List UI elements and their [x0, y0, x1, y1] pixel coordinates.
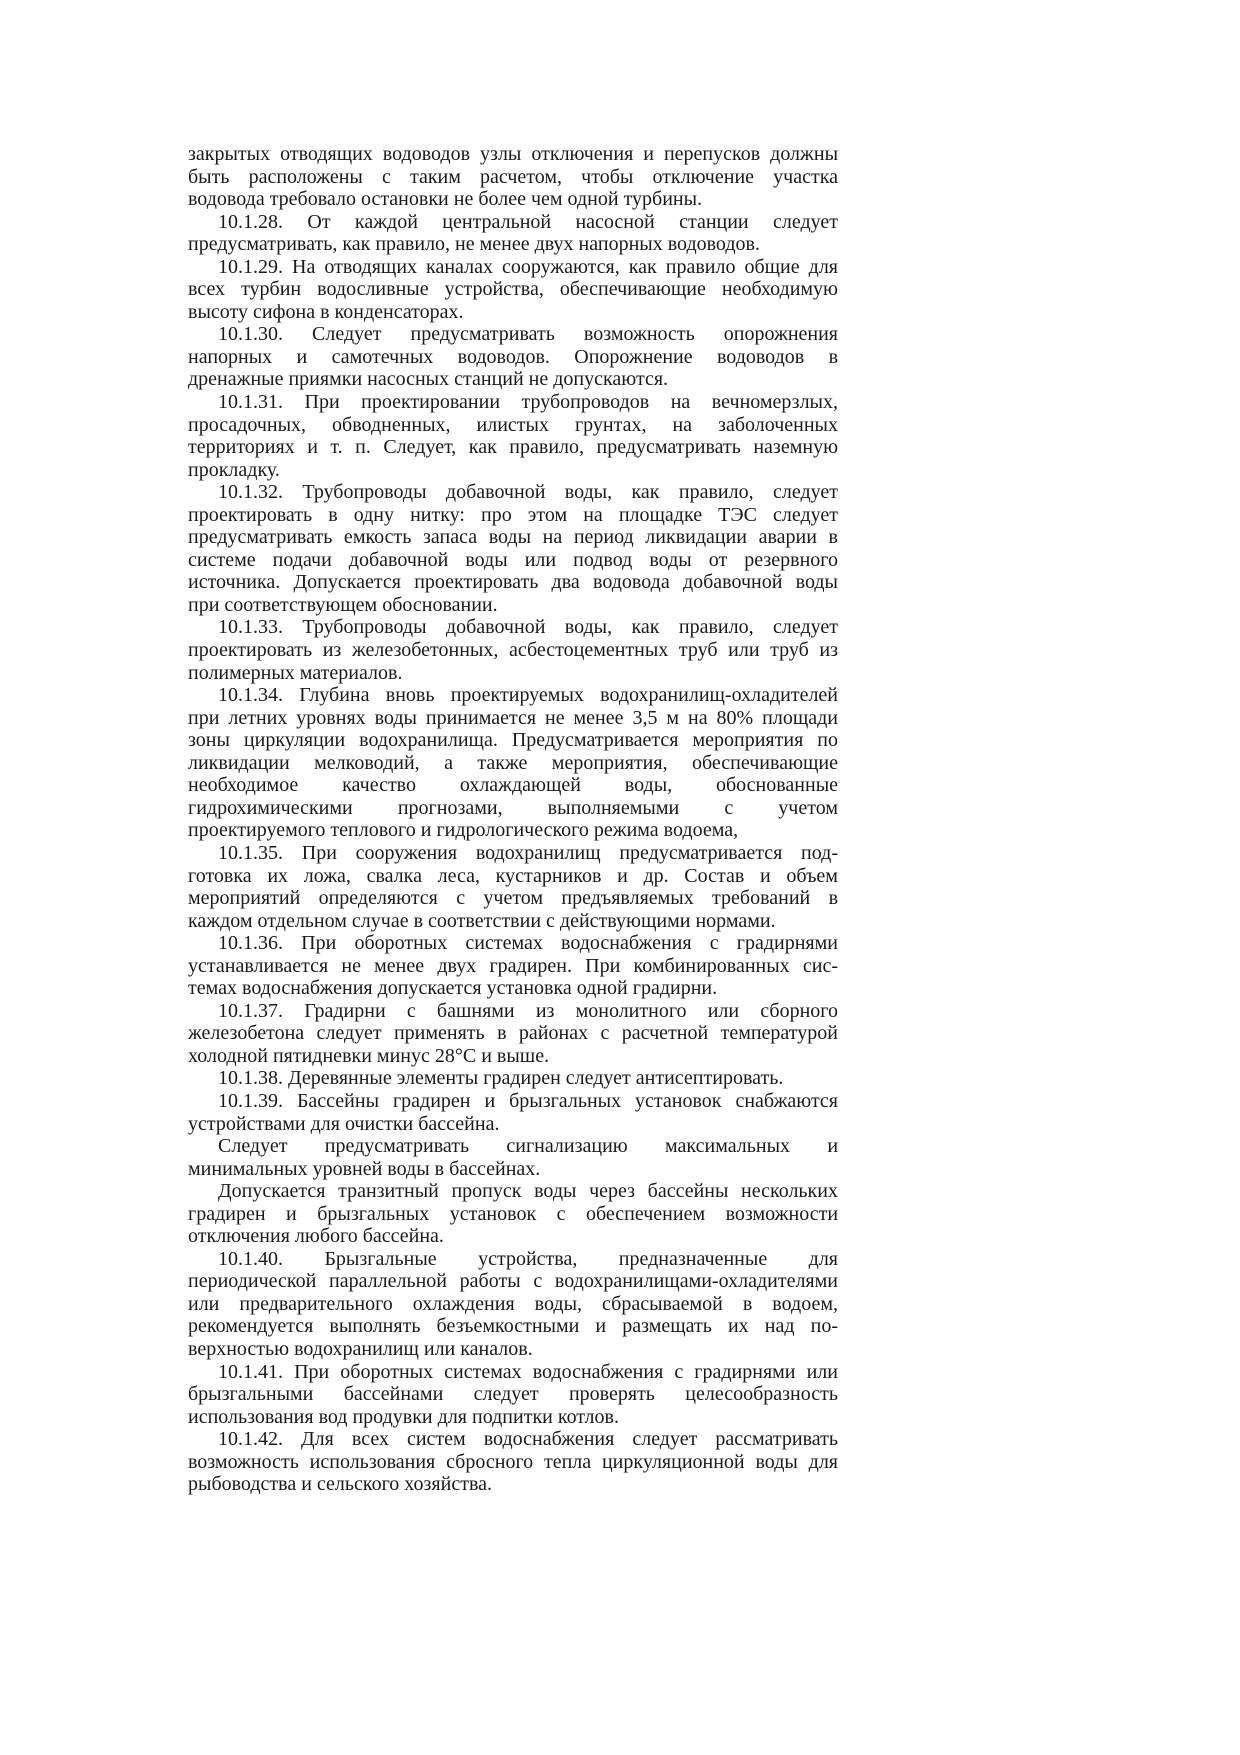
paragraph-p-10-1-42	[188, 1428, 838, 1496]
text-line: готовка их ложа, свалка леса, кустарников и др. Состав и объем	[188, 864, 838, 887]
paragraph-p-10-1-36	[188, 932, 838, 1000]
text-line: быть расположены с таким расчетом, чтобы отключение участка	[188, 165, 838, 188]
paragraph-p-10-1-40	[188, 1248, 838, 1361]
text-line: мероприятий определяются с учетом предъявляемых требований в	[188, 887, 839, 910]
text-line: устанавливается не менее двух градирен. При комбинированных сис-	[188, 954, 838, 977]
paragraph-p-10-1-37	[188, 1000, 838, 1068]
text-line: проектировать в одну нитку: про этом на площадке ТЭС следует	[188, 503, 838, 526]
text-line: железобетона следует применять в районах с расчетной температурой	[188, 1022, 838, 1045]
text-line: просадочных, обводненных, илистых грунтах, на заболоченных	[188, 413, 838, 436]
text-line: периодической параллельной работы с водохранилищами-охладителями	[188, 1270, 838, 1293]
text-line: возможность использования сбросного тепла циркуляционной воды для	[188, 1450, 838, 1473]
text-line: высоту сифона в конденсаторах.	[188, 300, 464, 323]
paragraph-p-10-1-28	[188, 211, 838, 256]
text-line: 10.1.37. Градирни с башнями из монолитного или сборного	[218, 999, 839, 1022]
paragraph-p-10-1-35	[188, 842, 838, 932]
paragraph-p-10-1-34	[188, 684, 838, 842]
text-line: прокладку.	[188, 458, 280, 481]
text-line: рекомендуется выполнять безъемкостными и размещать их над по-	[188, 1315, 839, 1338]
text-line: минимальных уровней воды в бассейнах.	[188, 1157, 541, 1180]
text-line: устройствами для очистки бассейна.	[188, 1112, 500, 1135]
text-line: 10.1.36. При оборотных системах водоснабжения с градирнями	[218, 932, 838, 955]
text-line: 10.1.33. Трубопроводы добавочной воды, как правило, следует	[218, 616, 838, 639]
text-line: 10.1.29. На отводящих каналах сооружаются, как правило общие для	[218, 255, 838, 278]
text-line: водовода требовало остановки не более чем одной турбины.	[188, 188, 703, 211]
paragraph-p-10-1-29	[188, 256, 838, 324]
paragraph-p-10-1-33	[188, 616, 838, 684]
text-line: при соответствующем обосновании.	[188, 593, 498, 616]
text-line: необходимое качество охлаждающей воды, обоснованные	[188, 774, 839, 797]
text-line: закрытых отводящих водоводов узлы отключения и перепусков должны	[188, 143, 838, 165]
text-line: 10.1.41. При оборотных системах водоснабжения с градирнями или	[218, 1360, 838, 1383]
text-line: отключения любого бассейна.	[188, 1225, 444, 1248]
document-page	[188, 143, 838, 1496]
text-line: холодной пятидневки минус 28°С и выше.	[188, 1044, 550, 1067]
text-line: проектировать из железобетонных, асбестоцементных труб или труб из	[188, 639, 839, 662]
paragraph-p-10-1-41	[188, 1361, 838, 1429]
text-line: использования вод продувки для подпитки котлов.	[188, 1405, 619, 1428]
text-line: 10.1.39. Бассейны градирен и брызгальных установок снабжаются	[218, 1089, 839, 1112]
paragraph-p-10-1-38	[188, 1067, 838, 1090]
text-line: рыбоводства и сельского хозяйства.	[188, 1473, 492, 1496]
text-line: всех турбин водосливные устройства, обеспечивающие необходимую	[188, 278, 839, 301]
text-line: проектируемого теплового и гидрологического режима водоема,	[188, 819, 739, 842]
paragraph-p-cont	[188, 143, 838, 211]
text-line: 10.1.40. Брызгальные устройства, предназначенные для	[218, 1247, 838, 1270]
text-line: Допускается транзитный пропуск воды через бассейны нескольких	[218, 1180, 838, 1203]
text-line: территориях и т. п. Следует, как правило, предусматривать наземную	[188, 436, 839, 459]
text-line: 10.1.31. При проектировании трубопроводов на вечномерзлых,	[218, 391, 838, 414]
text-line: предусматривать, как правило, не менее двух напорных водоводов.	[188, 233, 760, 256]
text-line: ликвидации мелководий, а также мероприятия, обеспечивающие	[188, 751, 838, 774]
text-line: 10.1.28. От каждой центральной насосной станции следует	[218, 210, 839, 233]
text-line: источника. Допускается проектировать два водовода добавочной воды	[188, 571, 838, 594]
text-line: 10.1.32. Трубопроводы добавочной воды, как правило, следует	[218, 481, 838, 504]
paragraph-p-transit	[188, 1180, 838, 1248]
paragraph-p-signal	[188, 1135, 838, 1180]
text-line: или предварительного охлаждения воды, сбрасываемой в водоем,	[188, 1292, 838, 1315]
paragraph-p-10-1-30	[188, 323, 838, 391]
text-line: темах водоснабжения допускается установка одной градирни.	[188, 977, 718, 1000]
text-line: системе подачи добавочной воды или подвод воды от резервного	[188, 548, 838, 571]
text-line: 10.1.30. Следует предусматривать возможность опорожнения	[218, 323, 839, 346]
text-line: Следует предусматривать сигнализацию максимальных и	[218, 1135, 839, 1158]
text-line: каждом отдельном случае в соответствии с действующими нормами.	[188, 909, 776, 932]
text-line: предусматривать емкость запаса воды на период ликвидации аварии в	[188, 526, 838, 549]
text-line: градирен и брызгальных установок с обеспечением возможности	[188, 1202, 839, 1225]
paragraph-p-10-1-39	[188, 1090, 838, 1135]
text-line: полимерных материалов.	[188, 661, 403, 684]
text-line: при летних уровнях воды принимается не менее 3,5 м на 80% площади	[188, 706, 839, 729]
text-line: 10.1.35. При сооружения водохранилищ предусматривается под-	[218, 841, 839, 864]
text-line: верхностью водохранилищ или каналов.	[188, 1337, 533, 1360]
paragraph-p-10-1-32	[188, 481, 838, 616]
text-line: 10.1.34. Глубина вновь проектируемых водохранилищ-охладителей	[218, 684, 839, 707]
text-line: 10.1.38. Деревянные элементы градирен следует антисептировать.	[218, 1067, 784, 1090]
text-line: дренажные приямки насосных станций не допускаются.	[188, 368, 669, 391]
text-line: зоны циркуляции водохранилища. Предусматривается мероприятия по	[188, 729, 838, 752]
paragraph-p-10-1-31	[188, 391, 838, 481]
text-line: напорных и самотечных водоводов. Опорожнение водоводов в	[188, 345, 839, 368]
text-line: брызгальными бассейнами следует проверять целесообразность	[188, 1383, 838, 1406]
text-line: гидрохимическими прогнозами, выполняемыми с учетом	[188, 796, 838, 819]
text-line: 10.1.42. Для всех систем водоснабжения следует рассматривать	[218, 1428, 838, 1451]
